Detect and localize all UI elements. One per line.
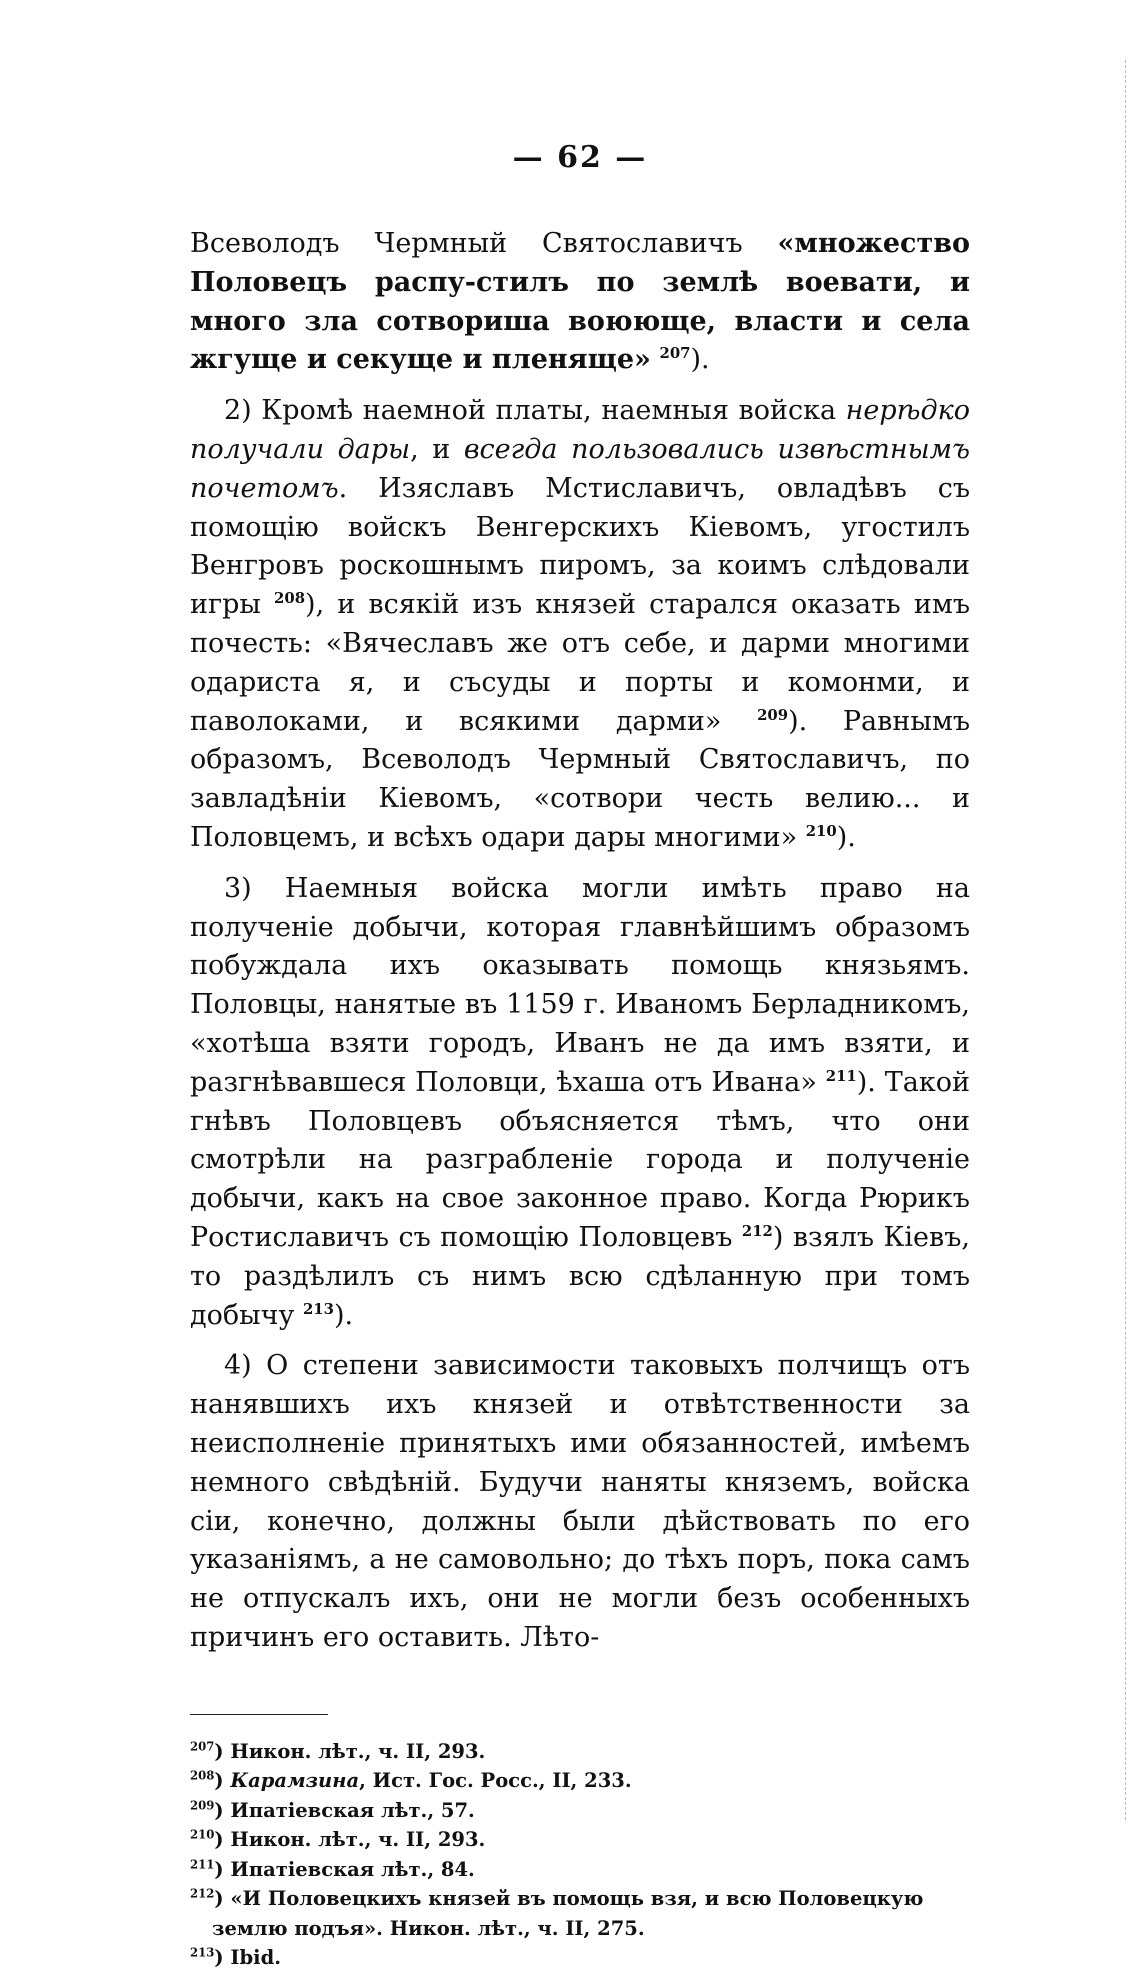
emphasis-text: нерѣдко получали дары bbox=[190, 395, 970, 465]
emphasis-text: всегда пользовались извѣстнымъ почетомъ bbox=[190, 433, 970, 504]
footnote-ref: 211 bbox=[825, 1066, 857, 1085]
footnote bbox=[190, 1943, 970, 1973]
quoted-text: «множество Половецъ распу-стилъ по землѣ воевати, и много зла сотвориша воююще, власти и села жгуще и секуще и пленяще» bbox=[190, 228, 970, 376]
emphasis-text: Карамзина bbox=[230, 1769, 360, 1793]
text-run: Ипатіевская лѣт., 84. bbox=[230, 1857, 475, 1881]
text-run: 4) О степени зависимости таковыхъ полчищъ отъ нанявшихъ ихъ князей и отвѣтственности за неисполненіе принятыхъ ими обязанностей, имѣемъ немного свѣдѣній. Будучи наняты княземъ, войска сіи, конечно, должны были дѣйствовать по его указаніямъ, а не самовольно; до тѣхъ поръ, пока самъ не отпускалъ ихъ, они не могли безъ особенныхъ причинъ его оставить. Лѣто- bbox=[190, 1350, 970, 1653]
paragraph bbox=[190, 225, 970, 380]
text-run: ). bbox=[690, 344, 710, 376]
book-page bbox=[190, 140, 970, 1973]
footnote-number: 208 bbox=[190, 1768, 215, 1783]
text-run: Никон. лѣт., ч. II, 293. bbox=[230, 1739, 486, 1763]
footnote-ref: 213 bbox=[302, 1299, 334, 1318]
text-run: Ibid. bbox=[230, 1946, 282, 1970]
text-run: , Ист. Гос. Росс., II, 233. bbox=[359, 1769, 632, 1793]
footnote-number: 210 bbox=[190, 1827, 215, 1842]
footnote-ref: 208 bbox=[274, 589, 306, 608]
footnote-marker-paren: ) bbox=[214, 1739, 231, 1763]
text-run: . Изяславъ Мстиславичъ, овладѣвъ съ помощію войскъ Венгерскихъ Кіевомъ, угостилъ Венгровъ роскошнымъ пиромъ, за коимъ слѣдовали игры bbox=[190, 472, 970, 621]
footnote-marker-paren: ) bbox=[214, 1946, 231, 1970]
page-number: — 62 — bbox=[512, 140, 648, 175]
paragraph bbox=[190, 392, 970, 858]
body-text bbox=[190, 225, 970, 1658]
text-run: «И Половецкихъ князей въ помощь взя, и всю Половецкую землю подъя». Никон. лѣт., ч. II, 275. bbox=[212, 1887, 924, 1940]
text-run: ) взялъ Кіевъ, то раздѣлилъ съ нимъ всю сдѣланную при томъ добычу bbox=[190, 1221, 970, 1331]
footnote-marker-paren: ) bbox=[214, 1887, 231, 1911]
footnote bbox=[190, 1884, 970, 1943]
text-run: 3) Наемныя войска могли имѣть право на полученіе добычи, которая главнѣйшимъ образомъ побуждала ихъ оказывать помощь князьямъ. Половцы, нанятые въ 1159 г. Иваномъ Берладникомъ, «хотѣша взяти городъ, Иванъ не да имъ взяти, и разгнѣвавшеся Половци, ѣхаша отъ Ивана» bbox=[190, 872, 970, 1098]
footnote-number: 212 bbox=[190, 1886, 215, 1901]
footnote-marker-paren: ) bbox=[214, 1769, 231, 1793]
footnote-number: 211 bbox=[190, 1857, 215, 1872]
text-run: ). bbox=[333, 1299, 354, 1331]
paragraph bbox=[190, 870, 970, 1336]
text-run: ). bbox=[836, 821, 856, 853]
paragraph bbox=[190, 1347, 970, 1657]
footnotes bbox=[190, 1737, 970, 1973]
text-run: ), и всякій изъ князей старался оказать имъ почесть: «Вячеславъ же отъ себе, и дарми многими одариста я, и съсуды и порты и комонми, и паволоками, и всякими дарми» bbox=[190, 589, 970, 737]
page-edge-line bbox=[1125, 60, 1126, 1820]
footnote-number: 207 bbox=[190, 1739, 215, 1754]
text-run: Всеволодъ Чермный Святославичъ bbox=[190, 228, 778, 259]
text-run: ). Равнымъ образомъ, Всеволодъ Чермный Святославичъ, по завладѣніи Кіевомъ, «сотвори честь велию... и Половцемъ, и всѣхъ одари дары многими» bbox=[190, 705, 971, 853]
footnote bbox=[190, 1825, 970, 1855]
footnote bbox=[190, 1855, 970, 1885]
text-run: Никон. лѣт., ч. II, 293. bbox=[230, 1828, 486, 1852]
footnote bbox=[190, 1737, 970, 1767]
footnote-ref: 210 bbox=[805, 821, 837, 840]
footnote-marker-paren: ) bbox=[214, 1798, 231, 1822]
footnote-number: 209 bbox=[190, 1798, 215, 1813]
text-run: , и bbox=[410, 433, 464, 465]
footnote-ref: 209 bbox=[757, 705, 789, 724]
text-run: Ипатіевская лѣт., 57. bbox=[230, 1798, 475, 1822]
footnote bbox=[190, 1796, 970, 1826]
footnote-divider bbox=[190, 1714, 328, 1715]
footnote-marker-paren: ) bbox=[214, 1857, 231, 1881]
footnote-ref: 212 bbox=[741, 1221, 773, 1240]
text-run: ). Такой гнѣвъ Половцевъ объясняется тѣмъ, что они смотрѣли на разграбленіе города и полученіе добычи, какъ на свое законное право. Когда Рюрикъ Ростиславичъ съ помощію Половцевъ bbox=[190, 1066, 970, 1253]
footnote-marker-paren: ) bbox=[214, 1828, 231, 1852]
footnote-ref: 207 bbox=[659, 344, 691, 363]
footnote-number: 213 bbox=[190, 1945, 215, 1960]
footnote bbox=[190, 1766, 970, 1796]
text-run: 2) Кромѣ наемной платы, наемныя войска bbox=[224, 395, 846, 427]
